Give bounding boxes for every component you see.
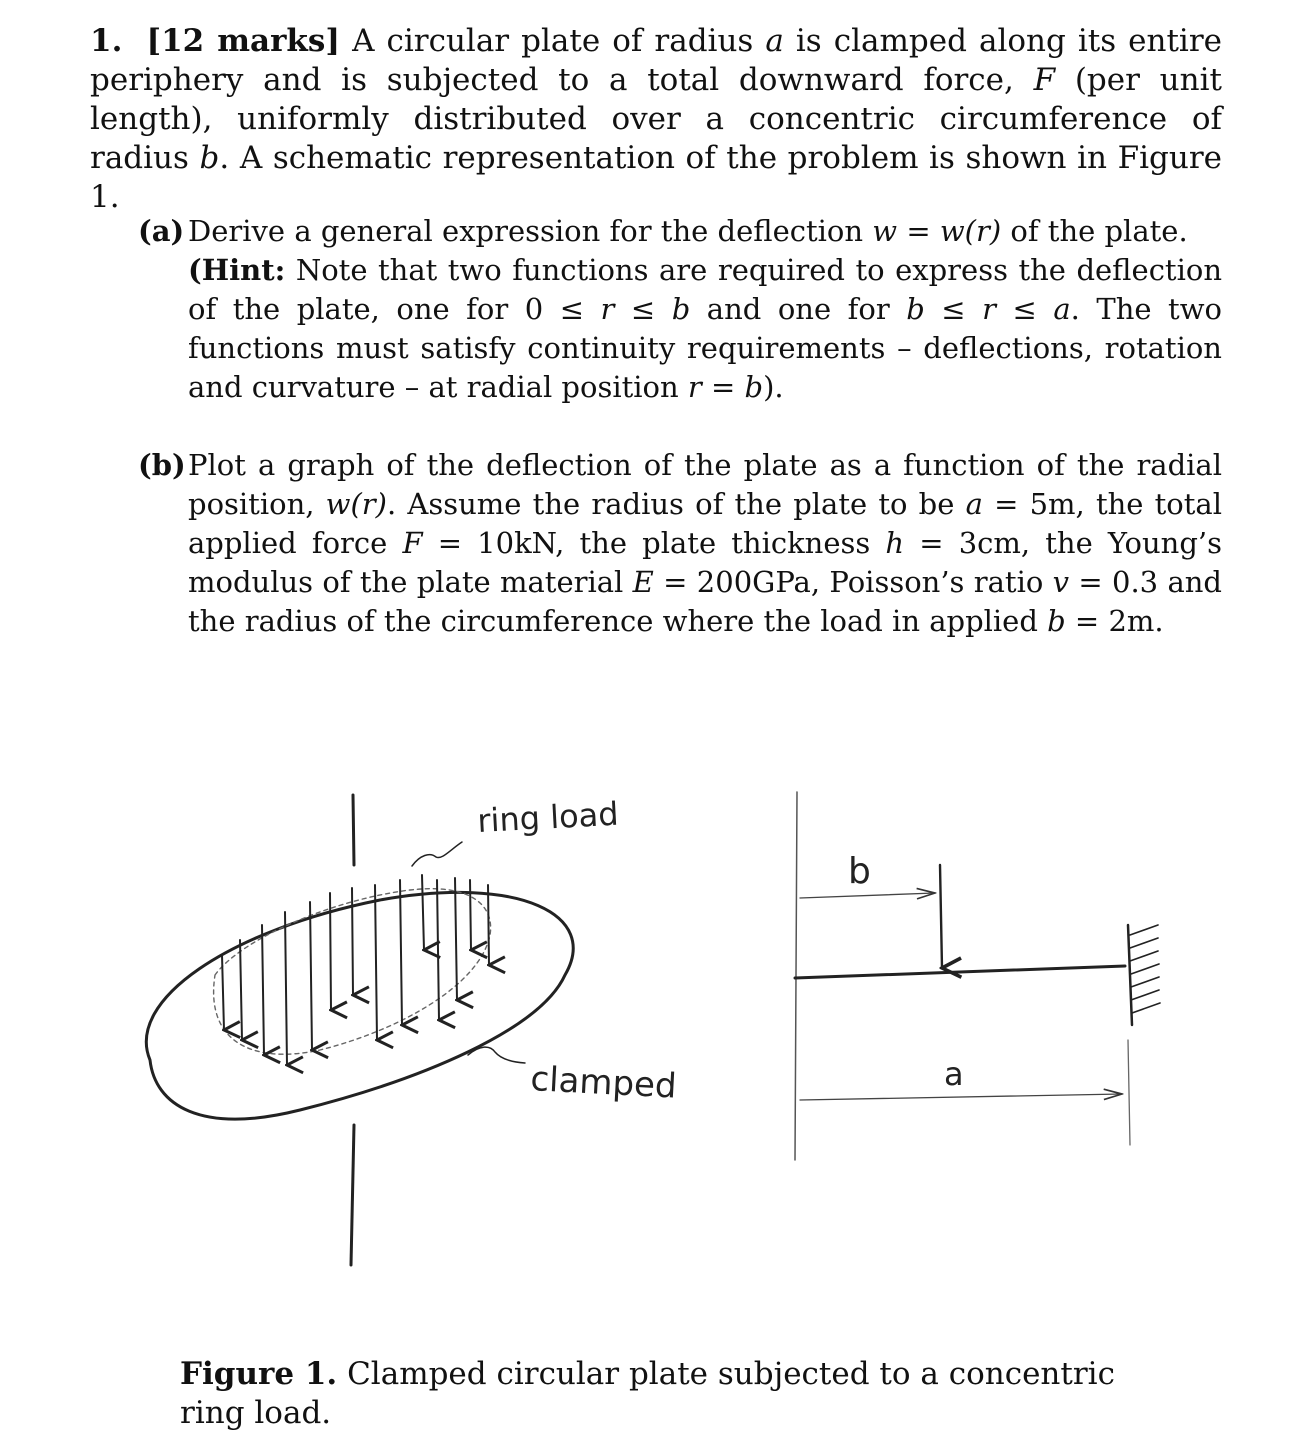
- var-b: b: [199, 140, 220, 176]
- part-a-text-1: Derive a general expression for the deflection: [188, 214, 873, 248]
- part-b-text-2: . Assume the radius of the plate to be: [387, 487, 966, 521]
- part-b-expr-wr: w(r): [325, 487, 387, 521]
- intro-text-4: . A schematic representation of the problem is shown in Figure 1.: [90, 140, 1222, 215]
- part-a-body: [138, 212, 1222, 407]
- question-marks: [12 marks]: [146, 23, 341, 59]
- intro-text-3: (per unit length), uniformly distributed over a concentric circumference of radius: [90, 62, 1222, 176]
- var-a: a: [765, 23, 784, 59]
- dim-a-arrow: [800, 1094, 1122, 1100]
- dim-a-extension: [1128, 1040, 1130, 1145]
- plate-line: [795, 966, 1125, 978]
- symmetry-axis: [795, 792, 797, 1160]
- clamp-wall: [1128, 925, 1132, 1025]
- hint-text-4: ≤: [924, 292, 983, 326]
- plate-sketch: [146, 795, 573, 1265]
- part-a-text-2: of the plate.: [1001, 214, 1188, 248]
- hint-text-3: and one for: [690, 292, 907, 326]
- part-b-text-8: = 2m.: [1065, 604, 1164, 638]
- part-b-expr-a: a: [965, 487, 983, 521]
- clamp-hatching: [1130, 925, 1160, 1013]
- part-b-text-7: = 0.3 and the radius of the circumference where the load in applied: [188, 565, 1223, 638]
- figure-1-schematic: [0, 760, 1290, 1320]
- part-a-label: (a): [138, 214, 185, 248]
- part-b-text-4: = 10kN, the plate thickness: [422, 526, 886, 560]
- clamped-label: clamped: [529, 1059, 678, 1107]
- part-b-expr-h: h: [885, 526, 905, 560]
- load-point-line: [940, 865, 942, 968]
- part-b-text-1: Plot a graph of the deflection of the plate as a function of the radial position,: [188, 448, 1222, 521]
- caption-text: Clamped circular plate subjected to a concentric ring load.: [180, 1356, 1115, 1431]
- part-b-label: (b): [138, 448, 186, 482]
- part-b-expr-b: b: [1047, 604, 1066, 638]
- hint-b2: b: [906, 292, 925, 326]
- hint-text-1: Note that two functions are required to express the deflection of the plate, one for 0 ≤: [188, 253, 1222, 326]
- dim-b-label: b: [848, 851, 871, 892]
- hint-text-7: ).: [763, 370, 784, 404]
- part-b-text-3: = 5m, the total applied force: [188, 487, 1222, 560]
- figure-caption: [180, 1355, 1180, 1433]
- dim-a-label: a: [944, 1055, 964, 1093]
- part-a: [138, 212, 1222, 407]
- ring-load-label: ring load: [476, 794, 620, 840]
- hint-label: (Hint:: [188, 253, 286, 287]
- intro-text-1: A circular plate of radius: [340, 23, 766, 59]
- part-b: [138, 446, 1222, 641]
- axis-line-top: [353, 795, 354, 865]
- hint-text-6: . The two functions must satisfy continuity requirements – deflections, rotation and curvature – at radial position: [188, 292, 1222, 404]
- question-number: 1.: [90, 23, 123, 59]
- part-b-text-6: = 200GPa, Poisson’s ratio: [653, 565, 1053, 599]
- dim-b-arrow: [800, 893, 935, 898]
- part-b-body: [138, 446, 1222, 641]
- axis-line-bottom: [351, 1125, 354, 1265]
- hint-r1: r: [600, 292, 615, 326]
- hint-text-5: ≤: [996, 292, 1054, 326]
- part-b-expr-nu: v: [1052, 565, 1070, 599]
- cross-section-sketch: [795, 792, 1160, 1160]
- hint-a: a: [1053, 292, 1071, 326]
- var-F: F: [1033, 62, 1056, 98]
- hint-expr: r = b: [687, 370, 764, 404]
- question-intro: [90, 22, 1222, 217]
- part-b-text-5: = 3cm, the Young’s modulus of the plate material: [188, 526, 1222, 599]
- plate-outline: [146, 892, 573, 1119]
- intro-text-2: is clamped along its entire periphery and is subjected to a total downward force,: [90, 23, 1223, 98]
- load-arrows: [222, 875, 489, 1065]
- hint-b1: b: [671, 292, 691, 326]
- clamped-leader: [468, 1047, 525, 1063]
- caption-label: Figure 1.: [180, 1356, 338, 1392]
- part-b-expr-E: E: [632, 565, 654, 599]
- hint-r2: r: [982, 292, 996, 326]
- part-b-expr-F: F: [402, 526, 423, 560]
- part-a-expr-w: w = w(r): [872, 214, 1002, 248]
- hint-text-2: ≤: [614, 292, 672, 326]
- ring-load-leader: [412, 842, 462, 866]
